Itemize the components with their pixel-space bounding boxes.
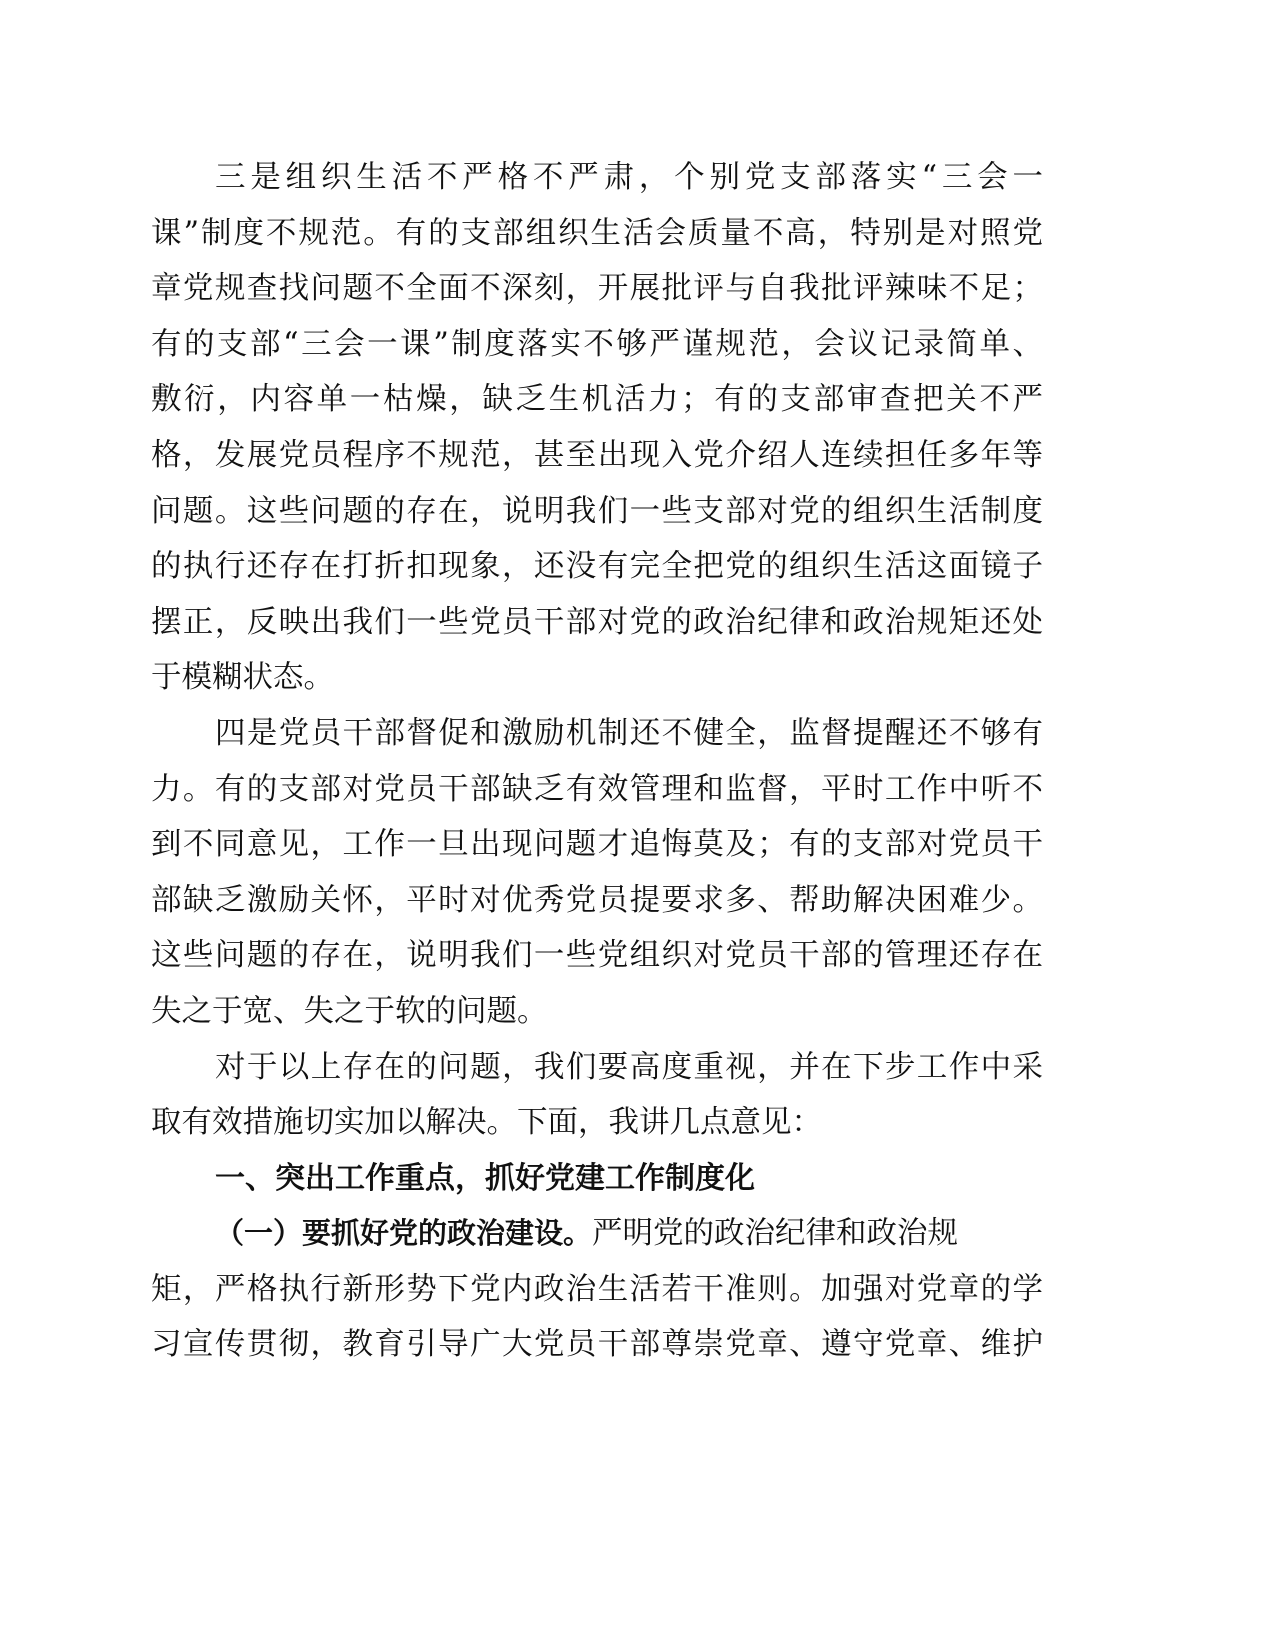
- text-line: 四是党员干部督促和激励机制还不健全，监督提醒还不够有: [215, 715, 1043, 751]
- text-line: 格，发展党员程序不规范，甚至出现入党介绍人连续担任多年等: [151, 437, 1043, 473]
- text-line: 章党规查找问题不全面不深刻，开展批评与自我批评辣味不足；: [151, 271, 1043, 307]
- paragraph: [151, 706, 1043, 1040]
- text-line: 失之于宽、失之于软的问题。: [151, 993, 548, 1029]
- text-line: 三是组织生活不严格不严肃，个别党支部落实“三会一: [215, 160, 1043, 195]
- text-line: 习宣传贯彻，教育引导广大党员干部尊崇党章、遵守党章、维护: [151, 1327, 1043, 1363]
- subsection-heading: （一）要抓好党的政治建设。: [215, 1216, 593, 1251]
- paragraph: [151, 1040, 1043, 1151]
- paragraph: [151, 150, 1043, 706]
- text-line: 的执行还存在打折扣现象，还没有完全把党的组织生活这面镜子: [151, 549, 1043, 585]
- text-line: 这些问题的存在，说明我们一些党组织对党员干部的管理还存在: [151, 938, 1043, 974]
- text-line: 矩，严格执行新形势下党内政治生活若干准则。加强对党章的学: [151, 1271, 1043, 1307]
- text-line: 敷衍，内容单一枯燥，缺乏生机活力；有的支部审查把关不严: [151, 382, 1043, 418]
- document-body: [151, 150, 1043, 1373]
- text-line: 部缺乏激励关怀，平时对优秀党员提要求多、帮助解决困难少。: [151, 882, 1043, 918]
- section-heading: 一、突出工作重点，抓好党建工作制度化: [215, 1160, 755, 1196]
- text-line: 问题。这些问题的存在，说明我们一些支部对党的组织生活制度: [151, 493, 1043, 529]
- text-line: 于模糊状态。: [151, 660, 334, 696]
- paragraph: [151, 1206, 1043, 1373]
- text-line: 到不同意见，工作一旦出现问题才追悔莫及；有的支部对党员干: [151, 827, 1043, 863]
- text-line: 力。有的支部对党员干部缺乏有效管理和监督，平时工作中听不: [151, 771, 1043, 807]
- text-line: 有的支部“三会一课”制度落实不够严谨规范，会议记录简单、: [151, 326, 1043, 362]
- text-line: 对于以上存在的问题，我们要高度重视，并在下步工作中采: [215, 1049, 1043, 1085]
- text-line: 取有效措施切实加以解决。下面，我讲几点意见：: [151, 1105, 822, 1141]
- text-run: 严明党的政治纪律和政治规: [592, 1216, 959, 1252]
- text-line: 课”制度不规范。有的支部组织生活会质量不高，特别是对照党: [151, 215, 1043, 251]
- text-line: [151, 1206, 1043, 1262]
- text-line: 摆正，反映出我们一些党员干部对党的政治纪律和政治规矩还处: [151, 604, 1043, 640]
